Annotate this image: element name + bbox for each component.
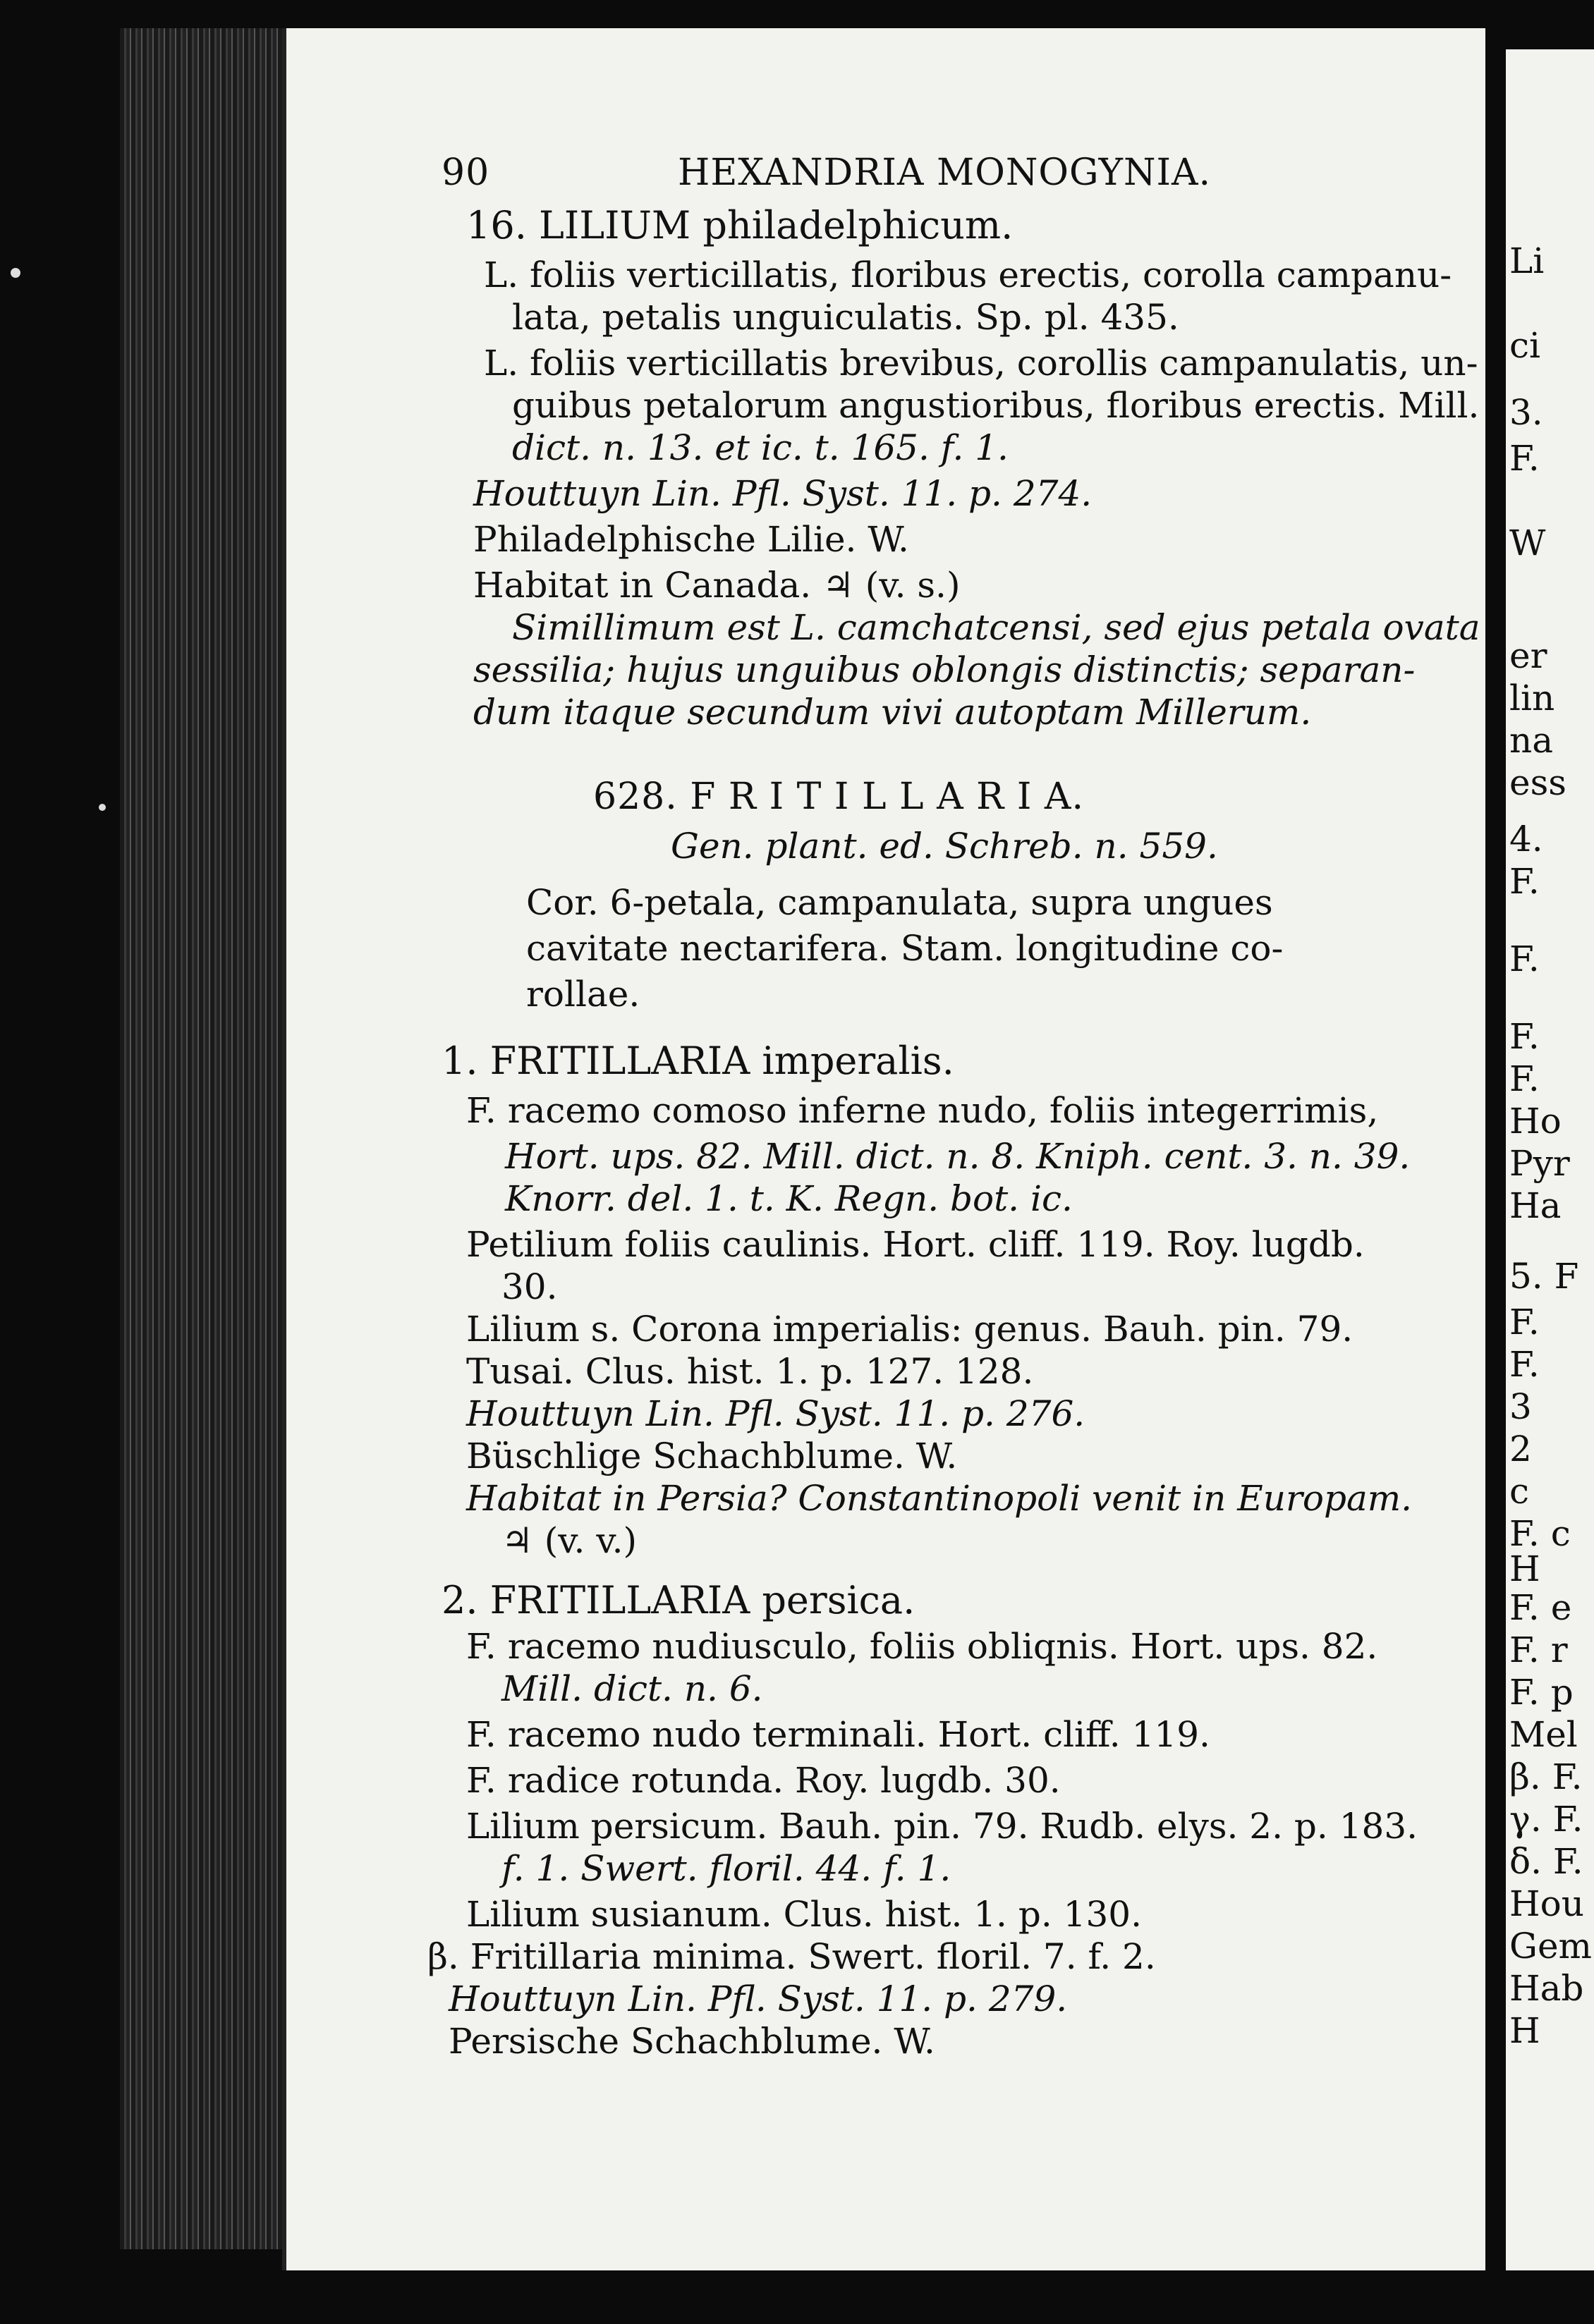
adjacent-text-fragment: F.: [1509, 1302, 1540, 1343]
adjacent-text-fragment: F. p: [1509, 1672, 1574, 1713]
adjacent-text-fragment: W: [1509, 522, 1546, 563]
adjacent-text-fragment: er: [1509, 635, 1547, 676]
text-line: L. foliis verticillatis brevibus, corollis campanulatis, un-: [484, 343, 1478, 384]
adjacent-text-fragment: Mel: [1509, 1714, 1578, 1755]
book-spine: [120, 28, 289, 2249]
adjacent-text-fragment: F. e: [1509, 1587, 1572, 1628]
text-line: cavitate nectarifera. Stam. longitudine co-: [526, 928, 1284, 969]
text-line: F. racemo comoso inferne nudo, foliis integerrimis,: [466, 1090, 1379, 1131]
text-line: f. 1. Swert. floril. 44. f. 1.: [501, 1848, 951, 1889]
text-line: dum itaque secundum vivi autoptam Millerum.: [473, 692, 1312, 733]
adjacent-text-fragment: c: [1509, 1471, 1530, 1512]
text-line: Houttuyn Lin. Pfl. Syst. 11. p. 279.: [449, 1979, 1068, 2019]
text-line: Lilium persicum. Bauh. pin. 79. Rudb. elys. 2. p. 183.: [466, 1806, 1418, 1847]
text-line: 1. FRITILLARIA imperalis.: [442, 1039, 954, 1083]
text-line: Mill. dict. n. 6.: [501, 1668, 763, 1709]
adjacent-text-fragment: δ. F.: [1509, 1841, 1583, 1882]
adjacent-text-fragment: F.: [1509, 1344, 1540, 1385]
text-line: Lilium susianum. Clus. hist. 1. p. 130.: [466, 1894, 1142, 1935]
text-line: F. radice rotunda. Roy. lugdb. 30.: [466, 1760, 1061, 1801]
text-line: sessilia; hujus unguibus oblongis distinctis; separan-: [473, 649, 1416, 690]
adjacent-text-fragment: F.: [1509, 938, 1540, 979]
text-line: Habitat in Persia? Constantinopoli venit in Europam.: [466, 1478, 1413, 1519]
adjacent-text-fragment: H: [1509, 1548, 1540, 1589]
text-line: rollae.: [526, 974, 640, 1015]
adjacent-text-fragment: F. c: [1509, 1513, 1571, 1554]
text-line: 16. LILIUM philadelphicum.: [466, 203, 1014, 247]
adjacent-text-fragment: ci: [1509, 325, 1540, 366]
text-line: Petilium foliis caulinis. Hort. cliff. 119. Roy. lugdb.: [466, 1224, 1365, 1265]
adjacent-text-fragment: ess: [1509, 762, 1566, 803]
text-line: Persische Schachblume. W.: [449, 2021, 935, 2062]
adjacent-text-fragment: F.: [1509, 1016, 1540, 1057]
text-line: 628. F R I T I L L A R I A.: [593, 776, 1084, 818]
adjacent-text-fragment: na: [1509, 720, 1554, 761]
adjacent-text-fragment: γ. F.: [1509, 1799, 1583, 1840]
scan-artifact: [11, 268, 20, 278]
text-line: Hort. ups. 82. Mill. dict. n. 8. Kniph. cent. 3. n. 39.: [505, 1136, 1411, 1177]
text-line: ♃ (v. v.): [501, 1520, 638, 1561]
text-line: Habitat in Canada. ♃ (v. s.): [473, 565, 961, 606]
text-line: Houttuyn Lin. Pfl. Syst. 11. p. 276.: [466, 1393, 1085, 1434]
adjacent-text-fragment: 4.: [1509, 819, 1543, 860]
text-line: Gen. plant. ed. Schreb. n. 559.: [671, 826, 1218, 867]
text-line: Lilium s. Corona imperialis: genus. Bauh. pin. 79.: [466, 1309, 1353, 1350]
adjacent-page: [1506, 49, 1594, 2270]
text-line: F. racemo nudiusculo, foliis obliqnis. Hort. ups. 82.: [466, 1626, 1378, 1667]
adjacent-text-fragment: Li: [1509, 240, 1545, 281]
adjacent-text-fragment: 3: [1509, 1386, 1532, 1427]
adjacent-text-fragment: F. r: [1509, 1629, 1568, 1670]
adjacent-text-fragment: β. F.: [1509, 1756, 1583, 1797]
text-line: Simillimum est L. camchatcensi, sed ejus petala ovata: [512, 607, 1480, 648]
adjacent-text-fragment: 2: [1509, 1429, 1532, 1469]
scan-artifact: [99, 804, 106, 811]
text-line: lata, petalis unguiculatis. Sp. pl. 435.: [512, 297, 1179, 338]
page-number: 90: [442, 152, 490, 194]
running-title: HEXANDRIA MONOGYNIA.: [678, 152, 1212, 194]
text-line: β. Fritillaria minima. Swert. floril. 7. f. 2.: [427, 1936, 1156, 1977]
text-line: Tusai. Clus. hist. 1. p. 127. 128.: [466, 1351, 1034, 1392]
adjacent-text-fragment: 5. F: [1509, 1256, 1579, 1297]
text-line: guibus petalorum angustioribus, floribus erectis. Mill.: [512, 385, 1480, 426]
text-line: Knorr. del. 1. t. K. Regn. bot. ic.: [505, 1178, 1073, 1219]
text-line: F. racemo nudo terminali. Hort. cliff. 119.: [466, 1714, 1210, 1755]
adjacent-text-fragment: Ho: [1509, 1101, 1562, 1142]
text-line: 2. FRITILLARIA persica.: [442, 1578, 915, 1622]
text-line: Houttuyn Lin. Pfl. Syst. 11. p. 274.: [473, 473, 1093, 514]
text-line: Philadelphische Lilie. W.: [473, 519, 909, 560]
adjacent-text-fragment: Ha: [1509, 1185, 1562, 1226]
text-line: 30.: [501, 1266, 558, 1307]
text-line: Büschlige Schachblume. W.: [466, 1436, 958, 1476]
adjacent-text-fragment: 3.: [1509, 392, 1543, 433]
adjacent-text-fragment: H: [1509, 2010, 1540, 2051]
text-line: Cor. 6-petala, campanulata, supra ungues: [526, 882, 1273, 923]
adjacent-text-fragment: lin: [1509, 678, 1555, 718]
text-line: L. foliis verticillatis, floribus erectis, corolla campanu-: [484, 255, 1452, 295]
adjacent-text-fragment: Gem: [1509, 1926, 1592, 1967]
adjacent-text-fragment: F.: [1509, 861, 1540, 902]
adjacent-text-fragment: F.: [1509, 1058, 1540, 1099]
adjacent-text-fragment: F.: [1509, 438, 1540, 479]
book-page: [282, 28, 1485, 2270]
adjacent-text-fragment: Pyr: [1509, 1143, 1570, 1184]
adjacent-text-fragment: Hou: [1509, 1883, 1584, 1924]
adjacent-text-fragment: Hab: [1509, 1968, 1584, 2009]
text-line: dict. n. 13. et ic. t. 165. f. 1.: [512, 427, 1009, 468]
